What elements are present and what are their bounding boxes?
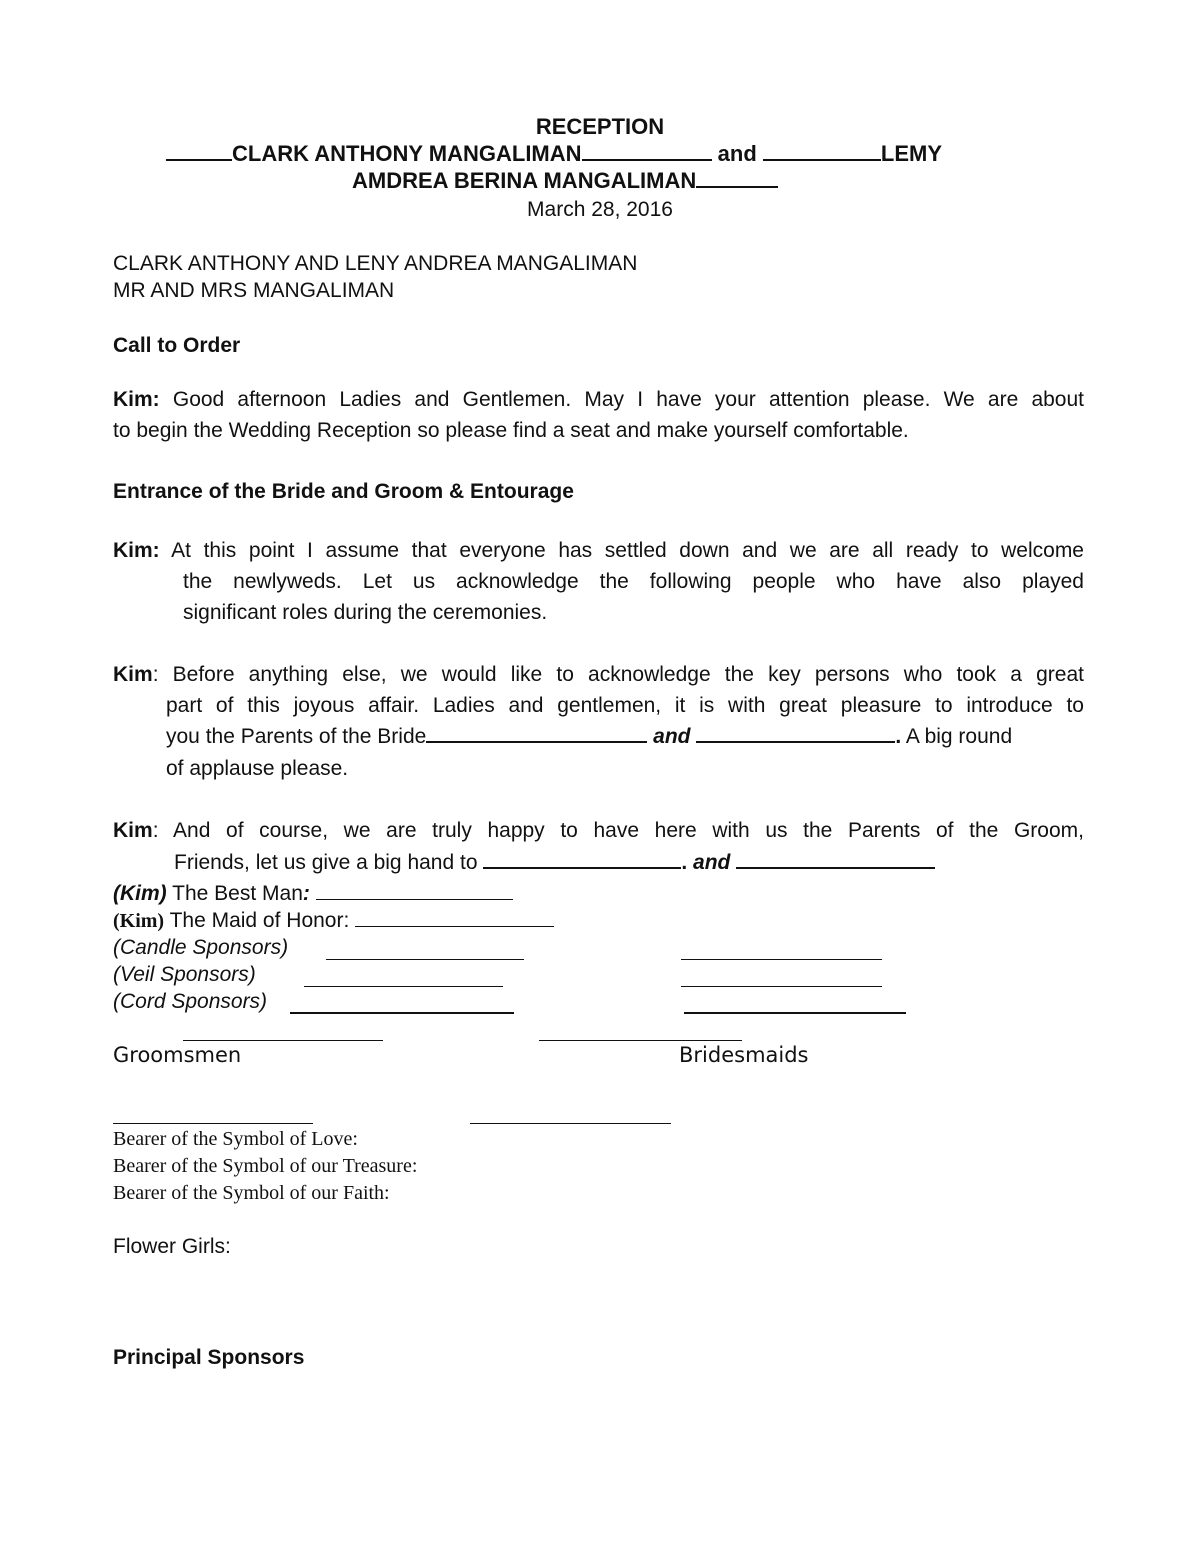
groomsmen-label: Groomsmen xyxy=(113,1043,242,1067)
and-label: and xyxy=(653,725,691,748)
kim-prefix: (Kim) xyxy=(113,910,165,932)
and-label: and xyxy=(693,851,731,874)
blank-line xyxy=(582,159,712,161)
candle-sponsor-1-blank xyxy=(326,959,524,960)
groom-name: CLARK ANTHONY MANGALIMAN xyxy=(232,141,582,166)
blank-line xyxy=(113,1123,313,1124)
paragraph-text: you the Parents of the Bride xyxy=(166,725,427,748)
best-man-line xyxy=(113,881,513,907)
names-and: and xyxy=(717,141,757,166)
entrance-p2-line-1 xyxy=(113,659,1084,690)
role-label: The Best Man xyxy=(172,882,303,905)
names-line-1 xyxy=(166,141,942,167)
groom-parent-1-blank xyxy=(483,867,681,869)
speaker-label: Kim: xyxy=(113,539,160,562)
call-to-order-heading: Call to Order xyxy=(113,334,241,357)
cord-sponsor-1-blank xyxy=(290,1012,514,1014)
entrance-p1-line-3: significant roles during the ceremonies. xyxy=(183,601,548,624)
entrance-p2-line-2: part of this joyous affair. Ladies and gentlemen, it is with great pleasure to introduce to xyxy=(166,694,1084,717)
kim-prefix: (Kim) xyxy=(113,882,167,905)
entrance-p3-line-1 xyxy=(113,815,1084,846)
bearer-treasure: Bearer of the Symbol of our Treasure: xyxy=(113,1155,418,1177)
speaker-label: Kim xyxy=(113,819,153,842)
groom-parent-2-blank xyxy=(736,867,935,869)
entrance-p1-line-2: the newlyweds. Let us acknowledge the following people who have also played xyxy=(183,570,1084,593)
period: . xyxy=(895,725,902,748)
bridesmaids-blank xyxy=(539,1040,742,1041)
maid-of-honor-blank xyxy=(355,926,554,927)
maid-of-honor-line xyxy=(113,908,554,934)
bearer-love: Bearer of the Symbol of Love: xyxy=(113,1128,358,1150)
bearer-faith: Bearer of the Symbol of our Faith: xyxy=(113,1182,390,1204)
document-title: RECEPTION xyxy=(535,114,665,139)
speaker-label: Kim: xyxy=(113,388,160,411)
blank-line xyxy=(166,159,232,161)
period: . xyxy=(681,851,688,874)
flower-girls-label: Flower Girls: xyxy=(113,1235,231,1258)
candle-sponsor-2-blank xyxy=(681,959,882,960)
groomsmen-blank xyxy=(183,1040,383,1041)
entrance-p2-line-3 xyxy=(166,721,1012,752)
cord-sponsors-line xyxy=(113,989,267,1015)
cord-sponsor-2-blank xyxy=(684,1012,906,1014)
bride-name-rest: AMDREA BERINA MANGALIMAN xyxy=(352,168,697,193)
couple-full-names: CLARK ANTHONY AND LENY ANDREA MANGALIMAN xyxy=(113,252,638,275)
role-label: (Veil Sponsors) xyxy=(113,963,256,986)
blank-line xyxy=(696,186,778,188)
speaker-label: Kim xyxy=(113,663,153,686)
bridesmaids-label: Bridesmaids xyxy=(679,1043,809,1067)
paragraph-text: Friends, let us give a big hand to xyxy=(174,851,478,874)
entrance-p1-line-1 xyxy=(113,535,1084,566)
names-line-2 xyxy=(352,168,778,194)
veil-sponsor-2-blank xyxy=(681,986,882,987)
bride-parent-2-blank xyxy=(696,741,895,743)
veil-sponsors-line xyxy=(113,962,256,988)
paragraph-text: A big round xyxy=(905,725,1013,748)
paragraph-text: Good afternoon Ladies and Gentlemen. May I have your attention please. We are about xyxy=(172,388,1084,411)
event-date: March 28, 2016 xyxy=(527,198,673,221)
principal-sponsors-heading: Principal Sponsors xyxy=(113,1346,305,1369)
colon: : xyxy=(302,882,310,905)
entrance-p3-line-2 xyxy=(174,847,935,878)
role-label: (Cord Sponsors) xyxy=(113,990,268,1013)
couple-title: MR AND MRS MANGALIMAN xyxy=(113,279,395,302)
paragraph-text: : And of course, we are truly happy to have here with us the Parents of the Groom, xyxy=(152,819,1084,842)
candle-sponsors-line xyxy=(113,935,288,961)
paragraph-text: At this point I assume that everyone has settled down and we are all ready to welcome xyxy=(171,539,1084,562)
blank-line xyxy=(763,159,881,161)
bride-name-first: LEMY xyxy=(880,141,943,166)
entrance-p2-line-4: of applause please. xyxy=(166,757,349,780)
blank-line xyxy=(470,1123,671,1124)
best-man-blank xyxy=(316,899,513,900)
call-to-order-line-2: to begin the Wedding Reception so please find a seat and make yourself comfortable. xyxy=(113,419,909,442)
bride-parent-1-blank xyxy=(426,741,647,743)
entrance-heading: Entrance of the Bride and Groom & Entourage xyxy=(113,480,574,503)
paragraph-text: : Before anything else, we would like to acknowledge the key persons who took a great xyxy=(152,663,1084,686)
call-to-order-line-1 xyxy=(113,384,1084,415)
role-label: (Candle Sponsors) xyxy=(113,936,289,959)
veil-sponsor-1-blank xyxy=(304,986,503,987)
role-label: The Maid of Honor: xyxy=(169,909,350,932)
